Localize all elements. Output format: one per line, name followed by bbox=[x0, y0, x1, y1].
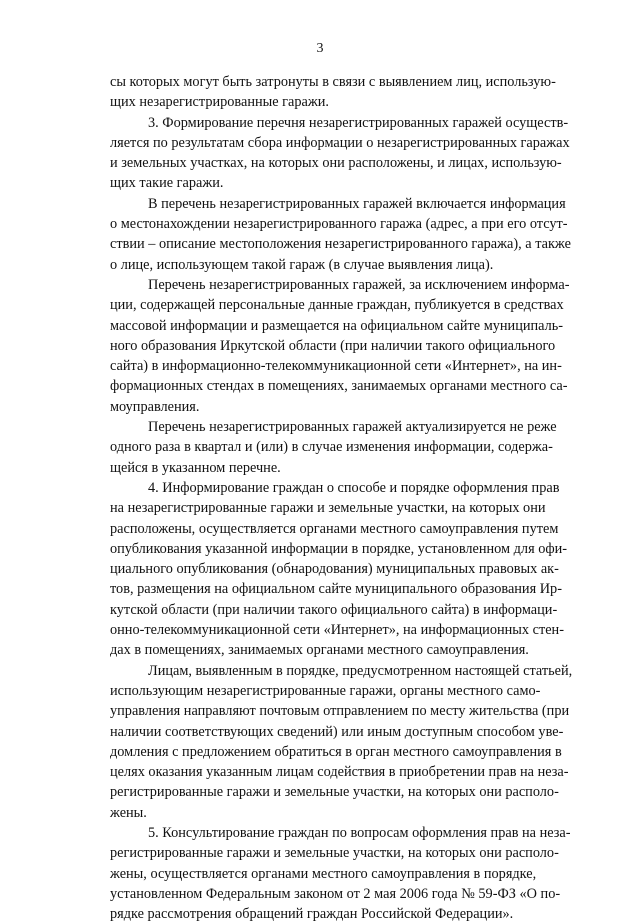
text-line: ного образования Иркутской области (при наличии такого официального bbox=[110, 337, 556, 354]
text-line: управления направляют почтовым отправлением по месту жительства (при bbox=[110, 703, 570, 720]
text-line: Перечень незарегистрированных гаражей актуализируется не реже bbox=[148, 419, 557, 436]
text-line: опубликования указанной информации в порядке, установленном для офи- bbox=[110, 540, 568, 557]
text-line: Лицам, выявленным в порядке, предусмотренном настоящей статьей, bbox=[148, 662, 573, 679]
text-line: моуправления. bbox=[110, 398, 200, 415]
text-line: 5. Консультирование граждан по вопросам оформления прав на неза- bbox=[148, 824, 571, 841]
text-line: наличии соответствующих сведений) или иным доступным способом уве- bbox=[110, 723, 564, 740]
text-line: целях оказания указанным лицам содействия в приобретении прав на неза- bbox=[110, 764, 569, 781]
text-line: регистрированные гаражи и земельные участки, на которых они располо- bbox=[110, 784, 559, 801]
text-line: рядке рассмотрения обращений граждан Российской Федерации». bbox=[110, 906, 514, 923]
text-line: циального опубликования (обнародования) муниципальных правовых ак- bbox=[110, 561, 559, 578]
text-line: о местонахождении незарегистрированного гаража (адрес, а при его отсут- bbox=[110, 216, 568, 233]
text-line: 3. Формирование перечня незарегистрированных гаражей осуществ- bbox=[148, 114, 569, 131]
text-line: тов, размещения на официальном сайте муниципального образования Ир- bbox=[110, 581, 562, 598]
text-line: одного раза в квартал и (или) в случае изменения информации, содержа- bbox=[110, 439, 553, 456]
body-text bbox=[110, 72, 573, 924]
text-line: формационных стендах в помещениях, занимаемых органами местного са- bbox=[110, 378, 568, 395]
text-line: жены, осуществляется органами местного самоуправления в порядке, bbox=[110, 865, 537, 882]
text-line: кутской области (при наличии такого официального сайта) в информаци- bbox=[110, 601, 558, 618]
text-line: дах в помещениях, занимаемых органами местного самоуправления. bbox=[110, 642, 529, 659]
text-line: домления с предложением обратиться в орган местного самоуправления в bbox=[110, 743, 562, 760]
text-line: сайта) в информационно-телекоммуникационной сети «Интернет», на ин- bbox=[110, 358, 562, 375]
text-line: на незарегистрированные гаражи и земельные участки, на которых они bbox=[110, 500, 546, 517]
text-line: онно-телекоммуникационной сети «Интернет», на информационных стен- bbox=[110, 622, 564, 639]
text-line: жены. bbox=[110, 804, 147, 821]
text-line: Перечень незарегистрированных гаражей, за исключением информа- bbox=[148, 276, 570, 293]
text-line: расположены, осуществляется органами местного самоуправления путем bbox=[110, 520, 559, 537]
text-line: 4. Информирование граждан о способе и порядке оформления прав bbox=[148, 479, 560, 496]
text-line: использующим незарегистрированные гаражи, органы местного само- bbox=[110, 682, 541, 699]
text-line: о лице, использующем такой гараж (в случае выявления лица). bbox=[110, 256, 494, 273]
text-line: щих такие гаражи. bbox=[110, 175, 224, 192]
text-line: щих незарегистрированные гаражи. bbox=[110, 94, 329, 111]
text-line: регистрированные гаражи и земельные участки, на которых они располо- bbox=[110, 845, 559, 862]
text-line: массовой информации и размещается на официальном сайте муниципаль- bbox=[110, 317, 564, 334]
text-line: ляется по результатам сбора информации о незарегистрированных гаражах bbox=[110, 134, 570, 151]
text-line: и земельных участках, на которых они расположены, и лицах, использую- bbox=[110, 155, 562, 172]
text-line: ствии – описание местоположения незарегистрированного гаража), а также bbox=[110, 236, 571, 253]
page-number: 3 bbox=[316, 41, 324, 56]
text-line: щейся в указанном перечне. bbox=[110, 459, 281, 476]
text-line: установленном Федеральным законом от 2 мая 2006 года № 59-ФЗ «О по- bbox=[110, 885, 561, 902]
text-line: В перечень незарегистрированных гаражей включается информация bbox=[148, 195, 566, 212]
text-line: ции, содержащей персональные данные граждан, публикуется в средствах bbox=[110, 297, 564, 314]
text-line: сы которых могут быть затронуты в связи с выявлением лиц, использую- bbox=[110, 74, 556, 90]
